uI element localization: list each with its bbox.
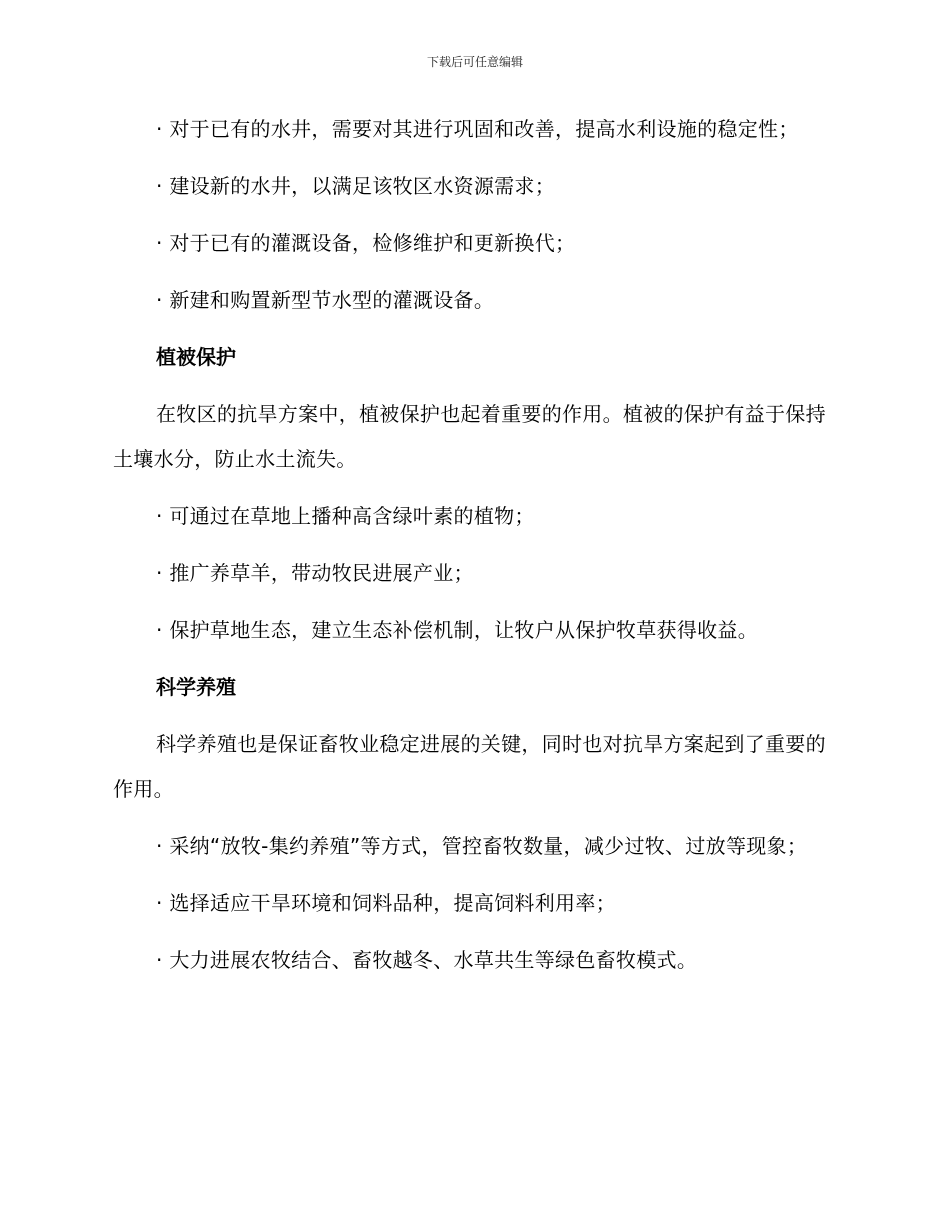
body-paragraph: 科学养殖也是保证畜牧业稳定进展的关键，同时也对抗旱方案起到了重要的作用。 [113, 732, 826, 801]
section-heading-vegetation: 植被保护 [156, 345, 236, 369]
bullet-paragraph: · 建设新的水井，以满足该牧区水资源需求； [156, 174, 556, 198]
bullet-paragraph: · 采纳“放牧-集约养殖”等方式，管控畜牧数量，减少过牧、过放等现象； [156, 834, 808, 858]
bullet-paragraph: · 保护草地生态，建立生态补偿机制，让牧户从保护牧草获得收益。 [156, 618, 759, 642]
document-body [113, 107, 837, 983]
bullet-paragraph: · 对于已有的灌溉设备，检修维护和更新换代； [156, 231, 576, 255]
page-header: 下载后可任意编辑 [426, 55, 523, 69]
bullet-paragraph: · 选择适应干旱环境和饲料品种，提高饲料利用率； [156, 891, 616, 915]
section-heading-breeding: 科学养殖 [156, 675, 236, 699]
bullet-paragraph: · 推广养草羊，带动牧民进展产业； [156, 561, 474, 585]
body-paragraph: 在牧区的抗旱方案中，植被保护也起着重要的作用。植被的保护有益于保持土壤水分，防止水土流失。 [113, 402, 826, 471]
bullet-paragraph: · 大力进展农牧结合、畜牧越冬、水草共生等绿色畜牧模式。 [156, 948, 698, 972]
bullet-paragraph: · 新建和购置新型节水型的灌溉设备。 [156, 288, 495, 312]
bullet-paragraph: · 对于已有的水井，需要对其进行巩固和改善，提高水利设施的稳定性； [156, 117, 799, 141]
bullet-paragraph: · 可通过在草地上播种高含绿叶素的植物； [156, 504, 535, 528]
